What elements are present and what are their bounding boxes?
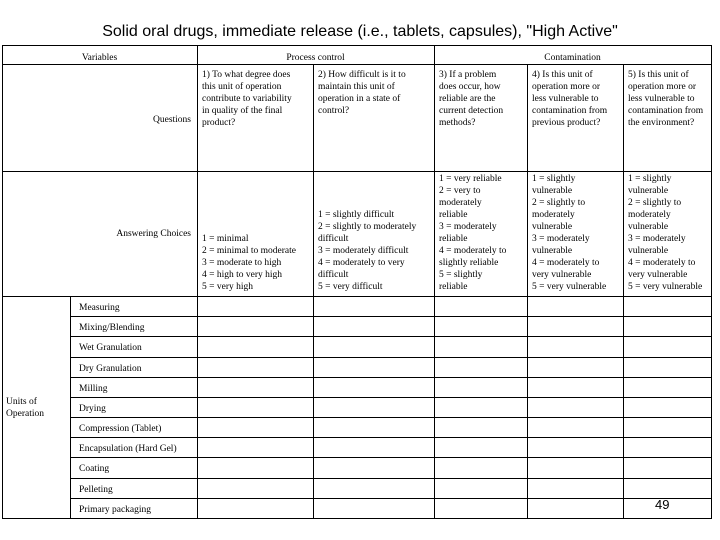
table-rule xyxy=(70,417,712,418)
table-rule xyxy=(434,45,435,519)
table-rule xyxy=(197,45,198,519)
table-rule xyxy=(313,64,314,519)
table-rule xyxy=(70,296,71,519)
unit-of-operation-label: Measuring xyxy=(79,303,120,313)
question-cell: 5) Is this unit of operation more or less vulnerable to contamination from the environment? xyxy=(628,70,704,128)
answer-cell: 1 = slightly vulnerable 2 = slightly to moderately vulnerable 3 = moderately vulnerable 4 = moderately to very vulnerable 5 = very vulnerable xyxy=(532,174,607,292)
header-process-control: Process control xyxy=(286,53,345,63)
unit-of-operation-label: Pelleting xyxy=(79,485,113,495)
question-cell: 2) How difficult is it to maintain this unit of operation in a state of control? xyxy=(318,70,406,116)
table-rule xyxy=(2,171,712,172)
unit-of-operation-label: Coating xyxy=(79,464,110,474)
unit-of-operation-label: Dry Granulation xyxy=(79,364,142,374)
table-rule xyxy=(70,377,712,378)
table-rule xyxy=(2,64,712,65)
table-rule xyxy=(70,437,712,438)
table-rule xyxy=(70,457,712,458)
row-label-units-of-operation: Units of Operation xyxy=(6,397,44,419)
table-rule xyxy=(70,498,712,499)
unit-of-operation-label: Compression (Tablet) xyxy=(79,424,162,434)
row-label-questions: Questions xyxy=(153,115,191,125)
unit-of-operation-label: Milling xyxy=(79,384,108,394)
row-label-answering-choices: Answering Choices xyxy=(116,229,191,239)
table-rule xyxy=(70,478,712,479)
question-cell: 4) Is this unit of operation more or less vulnerable to contamination from previous product? xyxy=(532,70,608,128)
unit-of-operation-label: Mixing/Blending xyxy=(79,323,145,333)
header-variables: Variables xyxy=(81,53,118,63)
page-number: 49 xyxy=(655,497,670,512)
answer-cell: 1 = minimal 2 = minimal to moderate 3 = moderate to high 4 = high to very high 5 = very high xyxy=(202,234,297,292)
table-rule xyxy=(623,64,624,519)
table-rule xyxy=(2,518,712,519)
table-rule xyxy=(70,316,712,317)
answer-cell: 1 = slightly difficult 2 = slightly to moderately difficult 3 = moderately difficult 4 = moderately to very difficult 5 = very difficult xyxy=(318,210,417,292)
question-cell: 1) To what degree does this unit of operation contribute to variability in quality of the final product? xyxy=(202,70,292,128)
answer-cell: 1 = slightly vulnerable 2 = slightly to moderately vulnerable 3 = moderately vulnerable 4 = moderately to very vulnerable 5 = very vulnerable xyxy=(628,174,703,292)
unit-of-operation-label: Wet Granulation xyxy=(79,343,142,353)
table-rule xyxy=(2,45,712,46)
unit-of-operation-label: Encapsulation (Hard Gel) xyxy=(79,444,177,454)
table-rule xyxy=(70,357,712,358)
header-contamination: Contamination xyxy=(544,53,601,63)
table-rule xyxy=(70,336,712,337)
unit-of-operation-label: Primary packaging xyxy=(79,505,152,515)
table-rule xyxy=(70,397,712,398)
table-rule xyxy=(527,64,528,519)
table-rule xyxy=(711,45,712,519)
answer-cell: 1 = very reliable 2 = very to moderately reliable 3 = moderately reliable 4 = moderately to slightly reliable 5 = slightly reliable xyxy=(439,174,507,292)
question-cell: 3) If a problem does occur, how reliable are the current detection methods? xyxy=(439,70,504,128)
unit-of-operation-label: Drying xyxy=(79,404,106,414)
table-rule xyxy=(2,296,712,297)
page-title: Solid oral drugs, immediate release (i.e., tablets, capsules), "High Active" xyxy=(102,23,618,40)
